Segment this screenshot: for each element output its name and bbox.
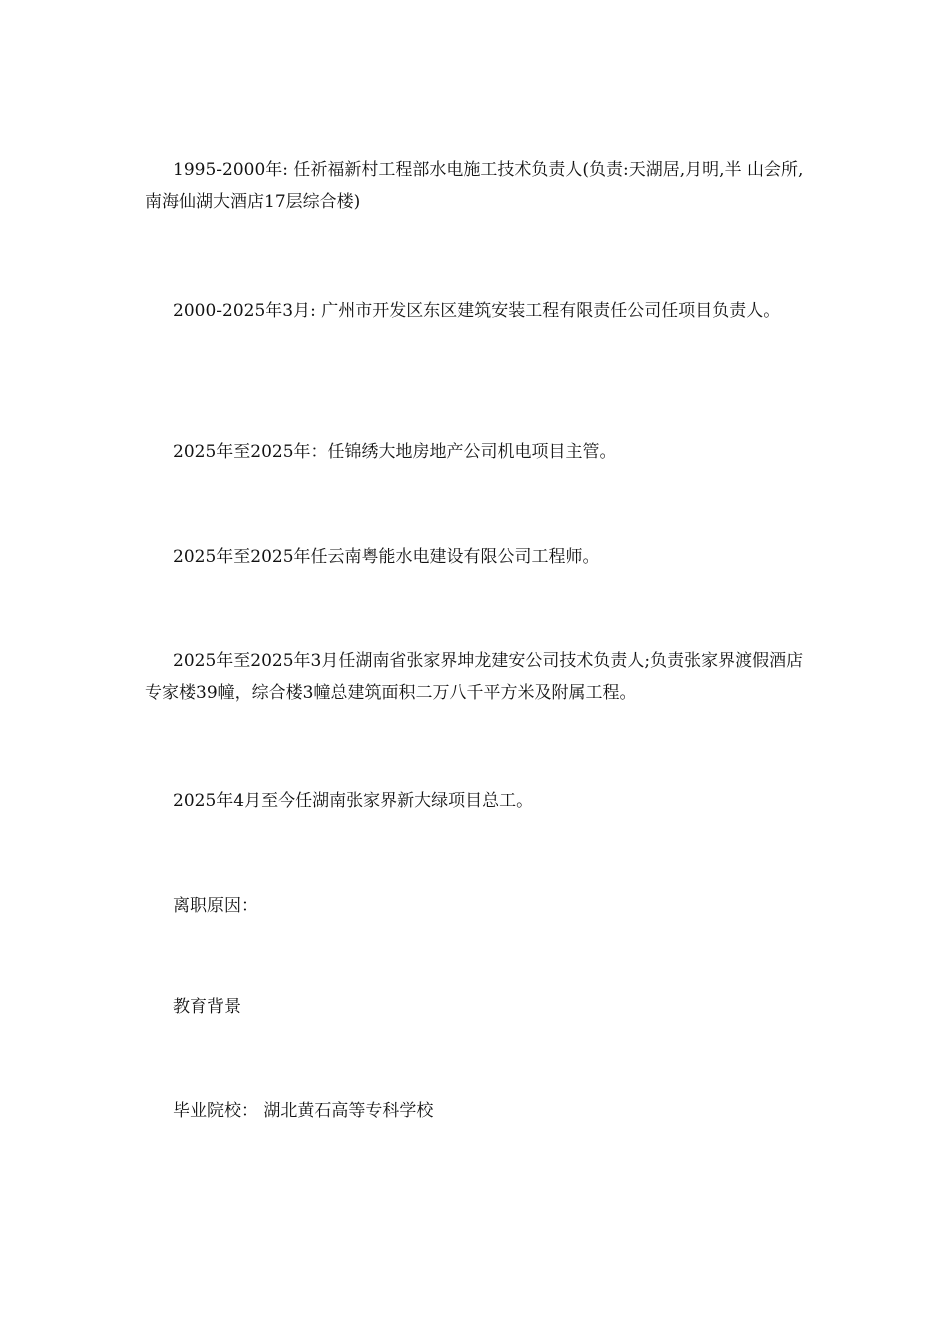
graduated-school: 毕业院校： 湖北黄石高等专科学校 [173,1101,434,1121]
work-history-1995-2000: 1995-2000年: 任祈福新村工程部水电施工技术负责人(负责:天湖居,月明,半 山会所,南海仙湖大酒店17层综合楼) [145,160,804,212]
work-history-yunnan: 2025年至2025年任云南粤能水电建设有限公司工程师。 [173,547,600,567]
work-history-hunan-kunlong: 2025年至2025年3月任湖南省张家界坤龙建安公司技术负责人;负责张家界渡假酒店专家楼39幢，综合楼3幢总建筑面积二万八千平方米及附属工程。 [145,651,804,703]
education-heading: 教育背景 [173,997,241,1017]
work-history-current: 2025年4月至今任湖南张家界新大绿项目总工。 [173,791,534,811]
work-history-jinxiu: 2025年至2025年：任锦绣大地房地产公司机电项目主管。 [173,442,617,462]
leaving-reason-label: 离职原因： [173,896,258,916]
work-history-2000-2025: 2000-2025年3月: 广州市开发区东区建筑安装工程有限责任公司任项目负责人。 [173,301,781,321]
